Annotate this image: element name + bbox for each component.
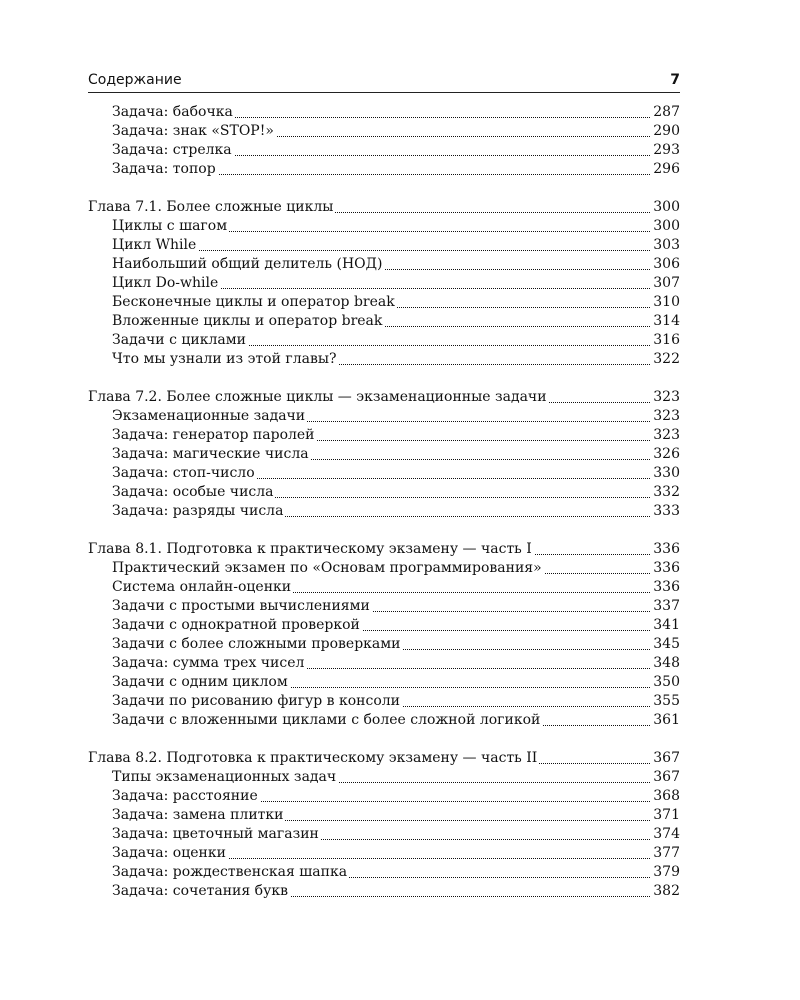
toc-entry-page: 303 (653, 237, 680, 253)
toc-entry-title: Задачи с одним циклом (112, 674, 288, 690)
header-page-number: 7 (670, 72, 680, 88)
toc-entry-page: 345 (653, 636, 680, 652)
toc-entry-page: 382 (653, 883, 680, 899)
toc-entry-page: 300 (653, 218, 680, 234)
toc-entry-title: Задача: стрелка (112, 142, 232, 158)
toc-entry-title: Глава 8.1. Подготовка к практическому экзамену — часть I (88, 541, 532, 557)
toc-entry-title: Задачи с вложенными циклами с более сложной логикой (112, 712, 541, 728)
toc-entry-page: 377 (653, 845, 680, 861)
toc-entry-page: 326 (653, 446, 680, 462)
toc-entry-page: 350 (653, 674, 680, 690)
toc-section-entry (112, 882, 680, 901)
toc-section-entry (112, 274, 680, 293)
toc-section-entry (112, 825, 680, 844)
toc-section-entry (112, 806, 680, 825)
toc-entry-title: Что мы узнали из этой главы? (112, 351, 337, 367)
toc-entry-title: Задача: разряды числа (112, 503, 284, 519)
toc-entry-page: 371 (653, 807, 680, 823)
toc-entry-title: Бесконечные циклы и оператор break (112, 294, 395, 310)
toc-entry-title: Задача: цветочный магазин (112, 826, 319, 842)
toc-entry-page: 332 (653, 484, 680, 500)
toc-section-entry (112, 787, 680, 806)
toc-chapter-entry (88, 198, 680, 217)
toc-section-entry (112, 217, 680, 236)
toc-entry-title: Задача: замена плитки (112, 807, 284, 823)
toc-entry-page: 341 (653, 617, 680, 633)
toc-entry-page: 336 (653, 541, 680, 557)
toc-section-entry (112, 103, 680, 122)
toc-entry-page: 337 (653, 598, 680, 614)
toc-entry-page: 336 (653, 560, 680, 576)
toc-entry-page: 323 (653, 427, 680, 443)
toc-entry-title: Задача: магические числа (112, 446, 309, 462)
toc-entry-page: 293 (653, 142, 680, 158)
toc-entry-title: Задача: бабочка (112, 104, 233, 120)
toc-entry-title: Задача: топор (112, 161, 216, 177)
toc-section-entry (112, 236, 680, 255)
toc-entry-page: 300 (653, 199, 680, 215)
toc-entry-page: 322 (653, 351, 680, 367)
toc-section-entry (112, 692, 680, 711)
toc-section-entry (112, 654, 680, 673)
toc-entry-title: Задача: стоп-число (112, 465, 255, 481)
toc-section-entry (112, 445, 680, 464)
toc-section-entry (112, 426, 680, 445)
toc-entry-page: 307 (653, 275, 680, 291)
toc-entry-page: 374 (653, 826, 680, 842)
toc-chapter-entry (88, 540, 680, 559)
running-header (88, 70, 680, 93)
table-of-contents (88, 103, 680, 901)
toc-entry-page: 287 (653, 104, 680, 120)
toc-section-entry (112, 559, 680, 578)
toc-entry-title: Вложенные циклы и оператор break (112, 313, 383, 329)
toc-entry-page: 323 (653, 408, 680, 424)
toc-section-entry (112, 312, 680, 331)
toc-entry-page: 316 (653, 332, 680, 348)
toc-section-entry (112, 863, 680, 882)
toc-entry-page: 296 (653, 161, 680, 177)
toc-section-entry (112, 635, 680, 654)
toc-section-entry (112, 483, 680, 502)
toc-entry-page: 348 (653, 655, 680, 671)
toc-section-entry (112, 464, 680, 483)
toc-entry-page: 361 (653, 712, 680, 728)
toc-entry-title: Глава 7.1. Более сложные циклы (88, 199, 334, 215)
toc-section-entry (112, 844, 680, 863)
toc-entry-title: Глава 8.2. Подготовка к практическому экзамену — часть II (88, 750, 538, 766)
toc-entry-title: Цикл Do-while (112, 275, 219, 291)
toc-entry-title: Задача: сумма трех чисел (112, 655, 305, 671)
toc-entry-title: Циклы с шагом (112, 218, 228, 234)
toc-section-entry (112, 331, 680, 350)
toc-chapter-entry (88, 749, 680, 768)
toc-section-entry (112, 578, 680, 597)
toc-section-entry (112, 711, 680, 730)
toc-section-entry (112, 293, 680, 312)
toc-entry-page: 368 (653, 788, 680, 804)
toc-section-entry (112, 768, 680, 787)
toc-entry-page: 310 (653, 294, 680, 310)
toc-entry-page: 333 (653, 503, 680, 519)
toc-entry-title: Задача: оценки (112, 845, 226, 861)
toc-entry-title: Задача: рождественская шапка (112, 864, 348, 880)
toc-section-entry (112, 597, 680, 616)
toc-entry-title: Глава 7.2. Более сложные циклы — экзаменационные задачи (88, 389, 547, 405)
toc-entry-page: 367 (653, 769, 680, 785)
toc-entry-title: Задачи с простыми вычислениями (112, 598, 370, 614)
toc-entry-page: 367 (653, 750, 680, 766)
toc-entry-title: Задачи с циклами (112, 332, 246, 348)
toc-section-entry (112, 350, 680, 369)
toc-entry-page: 306 (653, 256, 680, 272)
toc-entry-title: Экзаменационные задачи (112, 408, 306, 424)
toc-entry-title: Задача: генератор паролей (112, 427, 315, 443)
toc-entry-title: Наибольший общий делитель (НОД) (112, 256, 383, 272)
toc-entry-title: Задачи с однократной проверкой (112, 617, 360, 633)
toc-entry-title: Задачи по рисованию фигур в консоли (112, 693, 400, 709)
toc-entry-page: 330 (653, 465, 680, 481)
toc-entry-title: Задача: знак «STOP!» (112, 123, 274, 139)
toc-entry-title: Задача: особые числа (112, 484, 274, 500)
toc-entry-page: 379 (653, 864, 680, 880)
toc-entry-title: Задачи с более сложными проверками (112, 636, 401, 652)
toc-entry-page: 314 (653, 313, 680, 329)
toc-entry-title: Система онлайн-оценки (112, 579, 292, 595)
toc-section-entry (112, 673, 680, 692)
toc-entry-title: Цикл While (112, 237, 197, 253)
toc-section-entry (112, 502, 680, 521)
toc-entry-title: Задача: расстояние (112, 788, 258, 804)
toc-section-entry (112, 255, 680, 274)
toc-entry-title: Типы экзаменационных задач (112, 769, 337, 785)
toc-section-entry (112, 122, 680, 141)
toc-section-entry (112, 616, 680, 635)
toc-section-entry (112, 160, 680, 179)
toc-entry-page: 290 (653, 123, 680, 139)
toc-entry-page: 355 (653, 693, 680, 709)
toc-entry-title: Практический экзамен по «Основам программирования» (112, 560, 542, 576)
toc-chapter-entry (88, 388, 680, 407)
toc-section-entry (112, 141, 680, 160)
toc-entry-page: 323 (653, 389, 680, 405)
toc-section-entry (112, 407, 680, 426)
toc-entry-title: Задача: сочетания букв (112, 883, 288, 899)
header-title: Содержание (88, 72, 182, 88)
toc-entry-page: 336 (653, 579, 680, 595)
